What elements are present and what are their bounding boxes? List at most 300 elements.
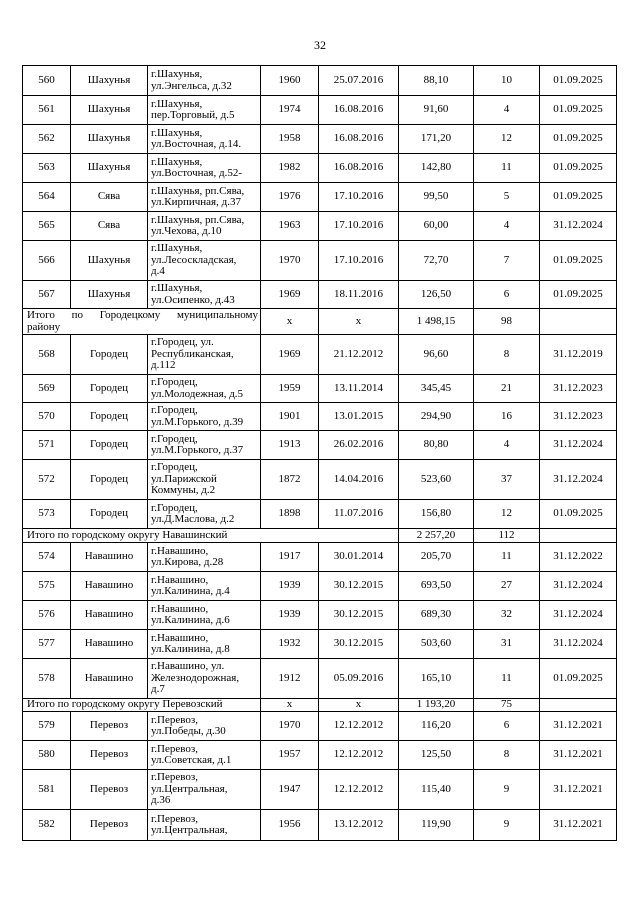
area-text: 171,20 xyxy=(420,132,452,145)
residents-count xyxy=(474,712,540,741)
subtotal-value-text: 75 xyxy=(501,698,512,711)
row-number xyxy=(23,741,71,770)
subtotal-value xyxy=(474,699,540,712)
address xyxy=(148,183,261,212)
subtotal-label-text: району xyxy=(27,320,61,333)
subtotal-value-text: 2 257,20 xyxy=(416,528,456,541)
address-text: г.Перевоз, xyxy=(151,771,198,784)
settlement-text: Шахунья xyxy=(87,161,131,174)
resettlement-deadline-text: 01.09.2025 xyxy=(553,671,603,684)
settlement-text: Навашино xyxy=(84,579,134,592)
area-text: 503,60 xyxy=(420,637,452,650)
build-year-text: 1939 xyxy=(278,579,301,592)
build-year-text: 1872 xyxy=(278,472,301,485)
settlement xyxy=(71,630,148,659)
residents-count-text: 31 xyxy=(501,637,512,650)
build-year xyxy=(261,543,319,572)
address xyxy=(148,601,261,630)
residents-count xyxy=(474,601,540,630)
table-row xyxy=(23,630,617,659)
settlement xyxy=(71,335,148,375)
address xyxy=(148,335,261,375)
address-text: ул.Лесоскладская, xyxy=(151,253,237,266)
resettlement-deadline xyxy=(540,659,617,699)
recognition-date xyxy=(319,630,399,659)
row-number xyxy=(23,183,71,212)
resettlement-deadline-text: 31.12.2023 xyxy=(553,381,603,394)
recognition-date xyxy=(319,659,399,699)
resettlement-deadline-text: 01.09.2025 xyxy=(553,73,603,86)
table-row xyxy=(23,212,617,241)
recognition-date-text: 17.10.2016 xyxy=(333,253,384,266)
recognition-date xyxy=(319,241,399,281)
recognition-date-text: 30.12.2015 xyxy=(333,579,384,592)
resettlement-deadline xyxy=(540,154,617,183)
table-row xyxy=(23,500,617,529)
row-number-text: 563 xyxy=(38,161,55,174)
settlement-text: Навашино xyxy=(84,608,134,621)
settlement xyxy=(71,659,148,699)
settlement-text: Шахунья xyxy=(87,73,131,86)
area-text: 142,80 xyxy=(420,161,452,174)
address-text: Коммуны, д.2 xyxy=(151,484,216,497)
area-text: 116,20 xyxy=(421,719,451,732)
resettlement-deadline xyxy=(540,125,617,154)
table-row xyxy=(23,770,617,810)
settlement xyxy=(71,375,148,403)
row-number xyxy=(23,630,71,659)
area-text: 115,40 xyxy=(421,782,451,795)
recognition-date-text: 25.07.2016 xyxy=(333,73,384,86)
recognition-date-text: 17.10.2016 xyxy=(333,219,384,232)
residents-count xyxy=(474,335,540,375)
area-text: 96,60 xyxy=(423,347,449,360)
row-number xyxy=(23,500,71,529)
address-text: ул.Калинина, д.4 xyxy=(151,585,230,597)
row-number-text: 570 xyxy=(38,409,55,422)
recognition-date xyxy=(319,810,399,841)
subtotal-value-text: х xyxy=(355,698,362,711)
address xyxy=(148,630,261,659)
settlement xyxy=(71,154,148,183)
resettlement-deadline xyxy=(540,183,617,212)
address-text: г.Перевоз, xyxy=(151,812,198,825)
area-text: 345,45 xyxy=(420,381,452,394)
resettlement-deadline-text: 31.12.2024 xyxy=(553,579,603,592)
resettlement-deadline xyxy=(540,375,617,403)
residents-count-text: 27 xyxy=(501,579,512,592)
row-number-text: 562 xyxy=(38,132,55,145)
build-year-text: 1969 xyxy=(278,347,301,360)
resettlement-deadline xyxy=(540,572,617,601)
residents-count-text: 6 xyxy=(503,287,510,300)
subtotal-value xyxy=(540,309,617,335)
row-number xyxy=(23,125,71,154)
row-number-text: 572 xyxy=(38,472,55,485)
settlement xyxy=(71,241,148,281)
recognition-date-text: 30.12.2015 xyxy=(333,637,384,650)
row-number-text: 577 xyxy=(38,637,55,650)
residents-count xyxy=(474,66,540,96)
build-year-text: 1917 xyxy=(278,550,301,563)
address-text: Железнодорожная, xyxy=(151,671,240,684)
row-number xyxy=(23,96,71,125)
resettlement-deadline-text: 01.09.2025 xyxy=(553,103,603,116)
address-text: г.Шахунья, xyxy=(151,242,203,255)
resettlement-deadline xyxy=(540,96,617,125)
address xyxy=(148,66,261,96)
row-number xyxy=(23,431,71,460)
resettlement-deadline xyxy=(540,431,617,460)
build-year xyxy=(261,375,319,403)
residents-count xyxy=(474,770,540,810)
row-number-text: 578 xyxy=(38,671,55,684)
address-text: ул.Молодежная, д.5 xyxy=(151,387,244,400)
residents-count-text: 4 xyxy=(503,438,510,451)
address xyxy=(148,375,261,403)
table-row xyxy=(23,659,617,699)
address-text: г.Городец, xyxy=(151,376,198,388)
row-number xyxy=(23,281,71,309)
recognition-date xyxy=(319,183,399,212)
row-number-text: 573 xyxy=(38,507,55,520)
build-year xyxy=(261,431,319,460)
build-year xyxy=(261,403,319,431)
table-row xyxy=(23,431,617,460)
recognition-date-text: 12.12.2012 xyxy=(333,719,384,732)
subtotal-value xyxy=(540,529,617,543)
residents-count-text: 32 xyxy=(501,608,512,621)
address-text: г.Шахунья, xyxy=(151,97,203,110)
settlement-text: Городец xyxy=(90,381,128,394)
recognition-date-text: 16.08.2016 xyxy=(333,161,384,174)
area-text: 99,50 xyxy=(423,190,449,203)
address xyxy=(148,212,261,241)
row-number-text: 568 xyxy=(38,347,55,360)
area-text: 693,50 xyxy=(420,579,452,592)
recognition-date-text: 05.09.2016 xyxy=(333,671,384,684)
residents-count-text: 10 xyxy=(501,73,512,86)
area-text: 80,80 xyxy=(423,438,449,451)
address-text: д.4 xyxy=(151,265,165,278)
build-year-text: 1963 xyxy=(278,219,301,232)
address-text: г.Навашино, xyxy=(151,602,209,615)
address xyxy=(148,125,261,154)
residents-count xyxy=(474,403,540,431)
settlement-text: Навашино xyxy=(84,637,134,650)
build-year xyxy=(261,96,319,125)
recognition-date xyxy=(319,212,399,241)
address-text: г.Перевоз, xyxy=(151,742,198,755)
area xyxy=(399,241,474,281)
subtotal-value-text: 98 xyxy=(501,314,512,327)
resettlement-deadline-text: 31.12.2021 xyxy=(553,782,603,795)
address-text: ул.Центральная, xyxy=(151,824,228,836)
resettlement-deadline-text: 31.12.2021 xyxy=(553,748,603,761)
residents-count-text: 12 xyxy=(501,132,512,145)
settlement-text: Городец xyxy=(90,472,128,485)
address-text: г.Навашино, xyxy=(151,631,209,644)
build-year xyxy=(261,335,319,375)
area xyxy=(399,810,474,841)
address xyxy=(148,281,261,309)
row-number xyxy=(23,810,71,841)
area-text: 72,70 xyxy=(423,253,449,266)
build-year-text: 1958 xyxy=(278,132,301,145)
recognition-date xyxy=(319,281,399,309)
area-text: 91,60 xyxy=(423,103,449,116)
recognition-date-text: 16.08.2016 xyxy=(333,132,384,145)
resettlement-deadline-text: 01.09.2025 xyxy=(553,132,603,145)
area xyxy=(399,403,474,431)
area-text: 294,90 xyxy=(420,409,452,422)
resettlement-deadline xyxy=(540,810,617,841)
residents-count-text: 37 xyxy=(501,472,512,485)
table-row xyxy=(23,375,617,403)
address xyxy=(148,712,261,741)
residents-count-text: 4 xyxy=(503,219,510,232)
subtotal-label xyxy=(23,309,261,335)
table-row xyxy=(23,601,617,630)
table-row xyxy=(23,183,617,212)
resettlement-deadline xyxy=(540,460,617,500)
recognition-date xyxy=(319,335,399,375)
build-year-text: 1970 xyxy=(278,719,301,732)
row-number xyxy=(23,335,71,375)
build-year xyxy=(261,281,319,309)
address-text: ул.М.Горького, д.39 xyxy=(151,415,244,428)
resettlement-deadline xyxy=(540,281,617,309)
subtotal-value xyxy=(399,309,474,335)
recognition-date-text: 13.11.2014 xyxy=(333,381,384,394)
address-text: г.Навашино, ул. xyxy=(151,660,225,673)
address-text: г.Городец, xyxy=(151,461,198,474)
address-text: д.112 xyxy=(151,359,176,372)
build-year xyxy=(261,572,319,601)
residents-count-text: 11 xyxy=(501,550,512,563)
area xyxy=(399,659,474,699)
build-year xyxy=(261,241,319,281)
subtotal-value xyxy=(399,529,474,543)
build-year-text: 1970 xyxy=(278,253,301,266)
subtotal-value xyxy=(474,529,540,543)
build-year-text: 1957 xyxy=(278,748,301,761)
recognition-date xyxy=(319,431,399,460)
area xyxy=(399,183,474,212)
residents-count-text: 8 xyxy=(503,748,510,761)
recognition-date-text: 18.11.2016 xyxy=(333,287,384,300)
settlement-text: Сява xyxy=(97,219,121,232)
page-number: 32 xyxy=(314,38,326,52)
subtotal-label-text: Итого по городскому округу Навашинский xyxy=(27,528,228,541)
row-number-text: 581 xyxy=(38,782,55,795)
address-text: г.Навашино, xyxy=(151,573,209,586)
table-row xyxy=(23,335,617,375)
recognition-date-text: 30.12.2015 xyxy=(333,608,384,621)
resettlement-deadline-text: 01.09.2025 xyxy=(553,253,603,266)
resettlement-deadline xyxy=(540,335,617,375)
address-text: Республиканская, xyxy=(151,347,234,360)
build-year-text: 1939 xyxy=(278,608,301,621)
row-number-text: 574 xyxy=(38,550,55,563)
row-number xyxy=(23,375,71,403)
address-text: ул.Восточная, д.14. xyxy=(151,138,242,150)
residents-count-text: 5 xyxy=(503,190,510,203)
table-row xyxy=(23,572,617,601)
residents-count-text: 6 xyxy=(503,719,510,732)
settlement-text: Перевоз xyxy=(89,748,129,761)
build-year xyxy=(261,183,319,212)
residents-count-text: 11 xyxy=(501,671,512,684)
residents-count-text: 16 xyxy=(501,409,512,422)
residents-count xyxy=(474,572,540,601)
table-row xyxy=(23,810,617,841)
resettlement-deadline xyxy=(540,601,617,630)
subtotal-value-text: 1 193,20 xyxy=(416,698,456,711)
area-text: 205,70 xyxy=(420,550,452,563)
build-year xyxy=(261,154,319,183)
row-number-text: 575 xyxy=(38,579,55,592)
address xyxy=(148,500,261,529)
settlement-text: Городец xyxy=(90,409,128,422)
residents-count xyxy=(474,543,540,572)
settlement xyxy=(71,572,148,601)
settlement xyxy=(71,281,148,309)
row-number-text: 569 xyxy=(38,381,55,394)
address xyxy=(148,543,261,572)
row-number xyxy=(23,403,71,431)
build-year xyxy=(261,712,319,741)
row-number-text: 580 xyxy=(38,748,55,761)
recognition-date-text: 17.10.2016 xyxy=(333,190,384,203)
resettlement-deadline-text: 01.09.2025 xyxy=(553,287,603,300)
address-text: ул.Чехова, д.10 xyxy=(151,225,222,237)
recognition-date xyxy=(319,601,399,630)
settlement-text: Сява xyxy=(97,190,121,203)
settlement-text: Городец xyxy=(90,347,128,360)
recognition-date xyxy=(319,375,399,403)
resettlement-deadline xyxy=(540,212,617,241)
resettlement-deadline-text: 31.12.2022 xyxy=(553,550,603,563)
resettlement-deadline xyxy=(540,241,617,281)
subtotal-value xyxy=(261,699,319,712)
resettlement-deadline xyxy=(540,543,617,572)
build-year-text: 1947 xyxy=(278,782,301,795)
resettlement-deadline-text: 31.12.2021 xyxy=(553,719,603,732)
recognition-date xyxy=(319,712,399,741)
build-year-text: 1976 xyxy=(278,190,301,203)
resettlement-deadline-text: 31.12.2024 xyxy=(553,438,603,451)
recognition-date-text: 12.12.2012 xyxy=(333,748,384,761)
table-row xyxy=(23,154,617,183)
residents-count-text: 7 xyxy=(503,253,510,266)
build-year-text: 1960 xyxy=(278,73,301,86)
table-row xyxy=(23,543,617,572)
area-text: 689,30 xyxy=(420,608,452,621)
table-row xyxy=(23,125,617,154)
address-text: д.36 xyxy=(151,794,171,807)
subtotal-value-text: х xyxy=(286,698,293,711)
row-number xyxy=(23,212,71,241)
resettlement-deadline-text: 01.09.2025 xyxy=(553,190,603,203)
area xyxy=(399,375,474,403)
area-text: 119,90 xyxy=(421,818,451,831)
subtotal-value xyxy=(540,699,617,712)
resettlement-deadline-text: 01.09.2025 xyxy=(553,507,603,520)
recognition-date-text: 21.12.2012 xyxy=(333,347,384,360)
settlement-text: Перевоз xyxy=(89,782,129,795)
residents-count xyxy=(474,659,540,699)
recognition-date xyxy=(319,543,399,572)
row-number xyxy=(23,460,71,500)
table-row xyxy=(23,712,617,741)
recognition-date xyxy=(319,66,399,96)
address-text: г.Шахунья, xyxy=(151,282,203,294)
settlement xyxy=(71,500,148,529)
build-year-text: 1974 xyxy=(278,103,301,116)
settlement-text: Навашино xyxy=(84,550,134,563)
recognition-date xyxy=(319,96,399,125)
address-text: ул.Энгельса, д.32 xyxy=(151,79,232,92)
address xyxy=(148,810,261,841)
table-row xyxy=(23,741,617,770)
row-number xyxy=(23,770,71,810)
area-text: 165,10 xyxy=(420,671,452,684)
area xyxy=(399,630,474,659)
table-row xyxy=(23,96,617,125)
residents-count xyxy=(474,154,540,183)
address-text: ул.Д.Маслова, д.2 xyxy=(151,513,235,525)
subtotal-row xyxy=(23,529,617,543)
settlement xyxy=(71,431,148,460)
subtotal-value xyxy=(261,309,319,335)
area xyxy=(399,770,474,810)
settlement xyxy=(71,403,148,431)
settlement xyxy=(71,66,148,96)
build-year xyxy=(261,601,319,630)
residents-count xyxy=(474,183,540,212)
residents-count-text: 11 xyxy=(501,161,512,174)
resettlement-deadline-text: 31.12.2019 xyxy=(553,347,603,360)
area xyxy=(399,741,474,770)
area xyxy=(399,154,474,183)
area xyxy=(399,601,474,630)
settlement xyxy=(71,212,148,241)
table-row xyxy=(23,281,617,309)
recognition-date xyxy=(319,460,399,500)
resettlement-deadline-text: 31.12.2024 xyxy=(553,219,603,232)
address xyxy=(148,741,261,770)
address-text: г.Городец, xyxy=(151,501,198,514)
residents-count-text: 4 xyxy=(503,103,510,116)
area xyxy=(399,500,474,529)
area xyxy=(399,96,474,125)
build-year xyxy=(261,630,319,659)
address-text: ул.М.Горького, д.37 xyxy=(151,444,244,456)
area xyxy=(399,712,474,741)
table-row xyxy=(23,241,617,281)
recognition-date-text: 12.12.2012 xyxy=(333,782,384,795)
residents-count-text: 12 xyxy=(501,507,512,520)
resettlement-deadline xyxy=(540,770,617,810)
address-text: ул.Восточная, д.52- xyxy=(151,167,242,179)
row-number-text: 567 xyxy=(38,287,55,300)
address-text: г.Шахунья, xyxy=(151,68,203,80)
resettlement-deadline-text: 31.12.2021 xyxy=(553,818,603,831)
resettlement-deadline xyxy=(540,712,617,741)
area-text: 156,80 xyxy=(420,507,452,520)
recognition-date-text: 11.07.2016 xyxy=(333,507,384,520)
